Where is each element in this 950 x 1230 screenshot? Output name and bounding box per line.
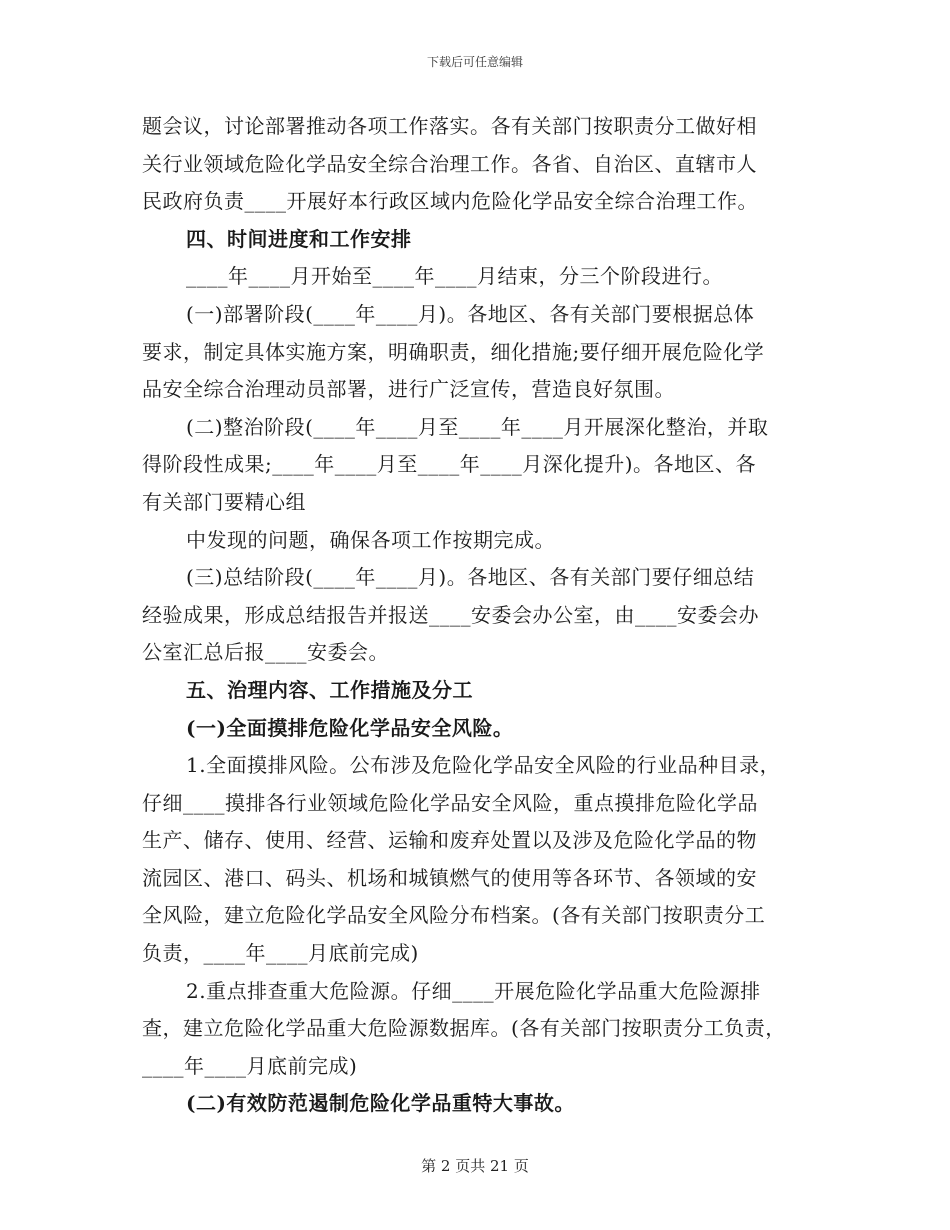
body-line: 品安全综合治理动员部署，进行广泛宣传，营造良好氛围。 bbox=[142, 377, 675, 402]
body-line: 流园区、港口、码头、机场和城镇燃气的使用等各环节、各领域的安 bbox=[142, 865, 757, 890]
section-heading: 五、治理内容、工作措施及分工 bbox=[186, 677, 473, 702]
body-line: 关行业领域危险化学品安全综合治理工作。各省、自治区、直辖市人 bbox=[142, 151, 757, 176]
body-line: (三)总结阶段(____年____月)。各地区、各有关部门要仔细总结 bbox=[186, 565, 755, 590]
body-line: 中发现的问题，确保各项工作按期完成。 bbox=[186, 527, 555, 552]
body-line: 得阶段性成果;____年____月至____年____月深化提升)。各地区、各 bbox=[142, 452, 757, 477]
body-line: ____年____月底前完成) bbox=[142, 1053, 358, 1078]
page-header: 下载后可任意编辑 bbox=[426, 55, 523, 69]
section-heading: 四、时间进度和工作安排 bbox=[186, 226, 412, 251]
document-body bbox=[142, 108, 822, 1123]
body-line: 2.重点排查重大危险源。仔细____开展危险化学品重大危险源排 bbox=[186, 978, 761, 1003]
body-line: 生产、储存、使用、经营、运输和废弃处置以及涉及危险化学品的物 bbox=[142, 828, 757, 853]
body-line: 全风险，建立危险化学品安全风险分布档案。(各有关部门按职责分工 bbox=[142, 903, 766, 928]
body-line: (一)部署阶段(____年____月)。各地区、各有关部门要根据总体 bbox=[186, 301, 755, 326]
subsection-heading: (二)有效防范遏制危险化学品重特大事故。 bbox=[186, 1091, 575, 1116]
body-line: 民政府负责____开展好本行政区域内危险化学品安全综合治理工作。 bbox=[142, 189, 758, 214]
subsection-heading: (一)全面摸排危险化学品安全风险。 bbox=[186, 715, 514, 740]
body-line: ____年____月开始至____年____月结束，分三个阶段进行。 bbox=[186, 264, 723, 289]
body-line: (二)整治阶段(____年____月至____年____月开展深化整治，并取 bbox=[186, 414, 769, 439]
body-line: 要求，制定具体实施方案，明确职责，细化措施;要仔细开展危险化学 bbox=[142, 339, 765, 364]
body-line: 仔细____摸排各行业领域危险化学品安全风险，重点摸排危险化学品 bbox=[142, 790, 758, 815]
body-line: 题会议，讨论部署推动各项工作落实。各有关部门按职责分工做好相 bbox=[142, 114, 757, 138]
body-line: 有关部门要精心组 bbox=[142, 489, 306, 514]
body-line: 1.全面摸排风险。公布涉及危险化学品安全风险的行业品种目录， bbox=[186, 753, 781, 778]
body-line: 公室汇总后报____安委会。 bbox=[142, 640, 389, 665]
body-line: 负责，____年____月底前完成) bbox=[142, 941, 419, 966]
body-line: 查，建立危险化学品重大危险源数据库。(各有关部门按职责分工负责， bbox=[142, 1016, 786, 1041]
body-line: 经验成果，形成总结报告并报送____安委会办公室，由____安委会办 bbox=[142, 602, 759, 627]
page-number-footer: 第 2 页共 21 页 bbox=[421, 1157, 529, 1175]
